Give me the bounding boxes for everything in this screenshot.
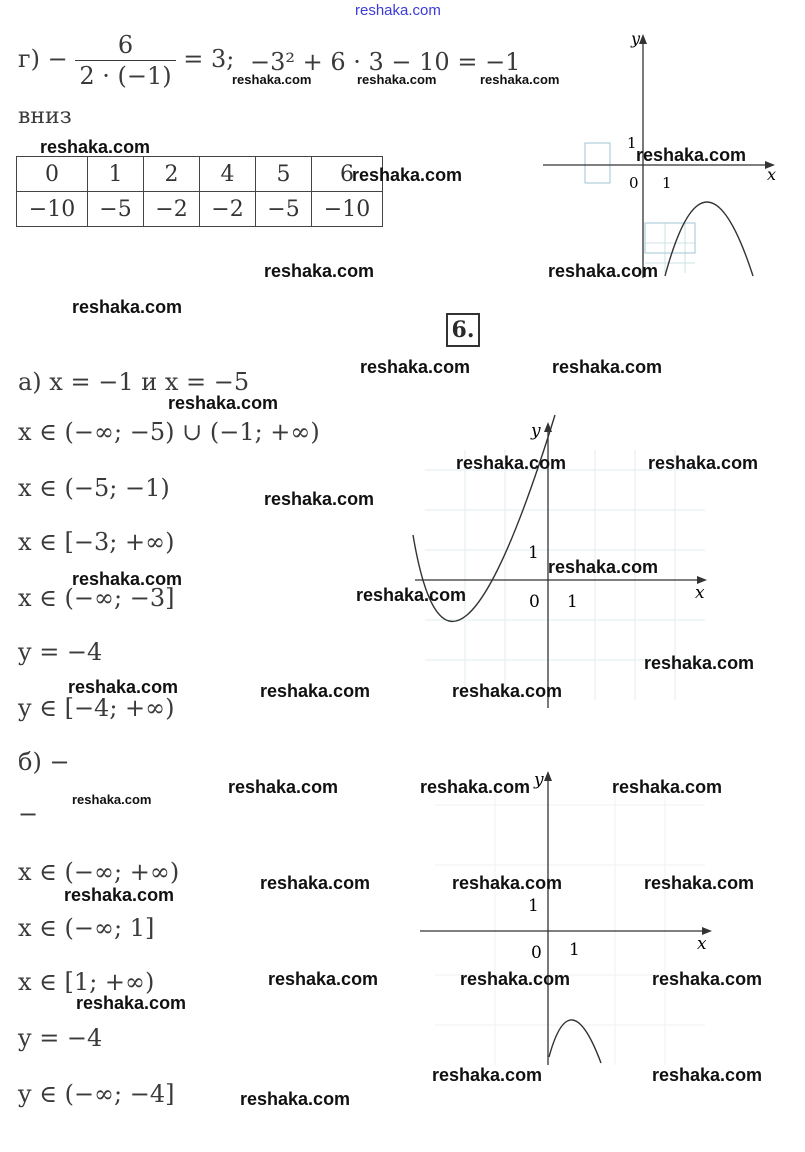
table-cell: −5: [256, 192, 312, 227]
table-cell: −10: [17, 192, 88, 227]
vertex-x-result: = 3;: [183, 45, 235, 73]
watermark-link[interactable]: reshaka.com: [644, 653, 755, 673]
graph-bot-y-label: y: [534, 770, 544, 790]
part-b-line: y ∈ (−∞; −4]: [18, 1080, 175, 1108]
watermark-link[interactable]: reshaka.com: [612, 777, 723, 797]
watermark-link[interactable]: reshaka.com: [548, 557, 659, 577]
table-cell: 1: [88, 157, 144, 192]
part-g-minus: −: [47, 45, 68, 73]
part-a-line: а) x = −1 и x = −5: [18, 368, 250, 396]
graph-mid-one-x: 1: [567, 592, 578, 612]
part-b-line: −: [18, 800, 39, 828]
watermark-link[interactable]: reshaka.com: [644, 873, 755, 893]
watermark-link[interactable]: reshaka.com: [636, 145, 747, 165]
table-cell: 0: [17, 157, 88, 192]
table-cell: −5: [88, 192, 144, 227]
part-b-line: x ∈ [1; +∞): [18, 968, 155, 996]
part-a-line: x ∈ (−∞; −3]: [18, 584, 175, 612]
part-b-line: x ∈ (−∞; 1]: [18, 914, 155, 942]
graph-mid-x-label: x: [695, 583, 705, 603]
watermark-link[interactable]: reshaka.com: [648, 453, 759, 473]
watermark-link[interactable]: reshaka.com: [552, 357, 663, 377]
fraction-denominator: 2 · (−1): [79, 62, 172, 90]
part-a-line: y = −4: [18, 638, 103, 666]
part-b-line: x ∈ (−∞; +∞): [18, 858, 180, 886]
graph-bottom: [415, 765, 723, 1075]
part-g-formula: [18, 30, 234, 91]
section-number: 6.: [446, 313, 480, 347]
graph-top-one-x: 1: [662, 174, 672, 192]
graph-top-y-label: y: [631, 29, 641, 48]
graph-bot-origin: 0: [531, 943, 542, 963]
watermark-link[interactable]: reshaka.com: [356, 585, 467, 605]
graph-bot-one-x: 1: [569, 940, 580, 960]
watermark-link[interactable]: reshaka.com: [168, 393, 279, 413]
watermark-link[interactable]: reshaka.com: [228, 777, 339, 797]
part-a-line: x ∈ [−3; +∞): [18, 528, 175, 556]
part-a-line: x ∈ (−∞; −5) ∪ (−1; +∞): [18, 418, 320, 446]
watermark-link[interactable]: reshaka.com: [652, 969, 763, 989]
watermark-link[interactable]: reshaka.com: [240, 1089, 351, 1109]
watermark-link[interactable]: reshaka.com: [260, 873, 371, 893]
watermark-link[interactable]: reshaka.com: [40, 137, 151, 157]
table-row-x: [17, 157, 383, 192]
part-a-line: y ∈ [−4; +∞): [18, 694, 175, 722]
watermark-link[interactable]: reshaka.com: [460, 969, 571, 989]
table-cell: 4: [200, 157, 256, 192]
table-cell: 6: [312, 157, 383, 192]
watermark-link[interactable]: reshaka.com: [64, 885, 175, 905]
watermark-link[interactable]: reshaka.com: [432, 1065, 543, 1085]
part-a-line: x ∈ (−5; −1): [18, 474, 170, 502]
graph-top-origin: 0: [629, 174, 639, 192]
watermark-link[interactable]: reshaka.com: [76, 993, 187, 1013]
watermark-link[interactable]: reshaka.com: [232, 72, 312, 87]
graph-bot-x-label: x: [697, 934, 707, 954]
watermark-link[interactable]: reshaka.com: [652, 1065, 763, 1085]
graph-top-x-label: x: [767, 165, 777, 184]
watermark-link[interactable]: reshaka.com: [480, 72, 560, 87]
watermark-link[interactable]: reshaka.com: [68, 677, 179, 697]
graph-top-one-y: 1: [627, 134, 637, 152]
graph-bot-one-y: 1: [528, 896, 539, 916]
watermark-link[interactable]: reshaka.com: [360, 357, 471, 377]
vertex-fraction: [75, 30, 175, 91]
table-row-y: [17, 192, 383, 227]
values-table: [16, 156, 383, 227]
watermark-link[interactable]: reshaka.com: [72, 792, 152, 807]
table-cell: 5: [256, 157, 312, 192]
table-cell: −10: [312, 192, 383, 227]
watermark-link[interactable]: reshaka.com: [72, 297, 183, 317]
vertex-y-equation: −3² + 6 · 3 − 10 = −1: [250, 48, 521, 76]
fraction-numerator: 6: [75, 30, 175, 61]
graph-mid-origin: 0: [529, 592, 540, 612]
watermark-top[interactable]: reshaka.com: [355, 2, 441, 19]
watermark-link[interactable]: reshaka.com: [456, 453, 567, 473]
table-cell: −2: [144, 192, 200, 227]
watermark-link[interactable]: reshaka.com: [72, 569, 183, 589]
part-g-letter: г): [18, 45, 40, 73]
watermark-link[interactable]: reshaka.com: [357, 72, 437, 87]
watermark-link[interactable]: reshaka.com: [548, 261, 659, 281]
part-b-line: б) −: [18, 748, 70, 776]
graph-mid-one-y: 1: [528, 543, 539, 563]
watermark-link[interactable]: reshaka.com: [352, 165, 463, 185]
watermark-link[interactable]: reshaka.com: [264, 261, 375, 281]
watermark-link[interactable]: reshaka.com: [420, 777, 531, 797]
branches-direction: вниз: [18, 104, 72, 129]
watermark-link[interactable]: reshaka.com: [452, 873, 563, 893]
watermark-link[interactable]: reshaka.com: [268, 969, 379, 989]
table-cell: 2: [144, 157, 200, 192]
table-cell: −2: [200, 192, 256, 227]
watermark-link[interactable]: reshaka.com: [260, 681, 371, 701]
part-b-line: y = −4: [18, 1024, 103, 1052]
watermark-link[interactable]: reshaka.com: [264, 489, 375, 509]
graph-mid-y-label: y: [531, 421, 541, 441]
watermark-link[interactable]: reshaka.com: [452, 681, 563, 701]
